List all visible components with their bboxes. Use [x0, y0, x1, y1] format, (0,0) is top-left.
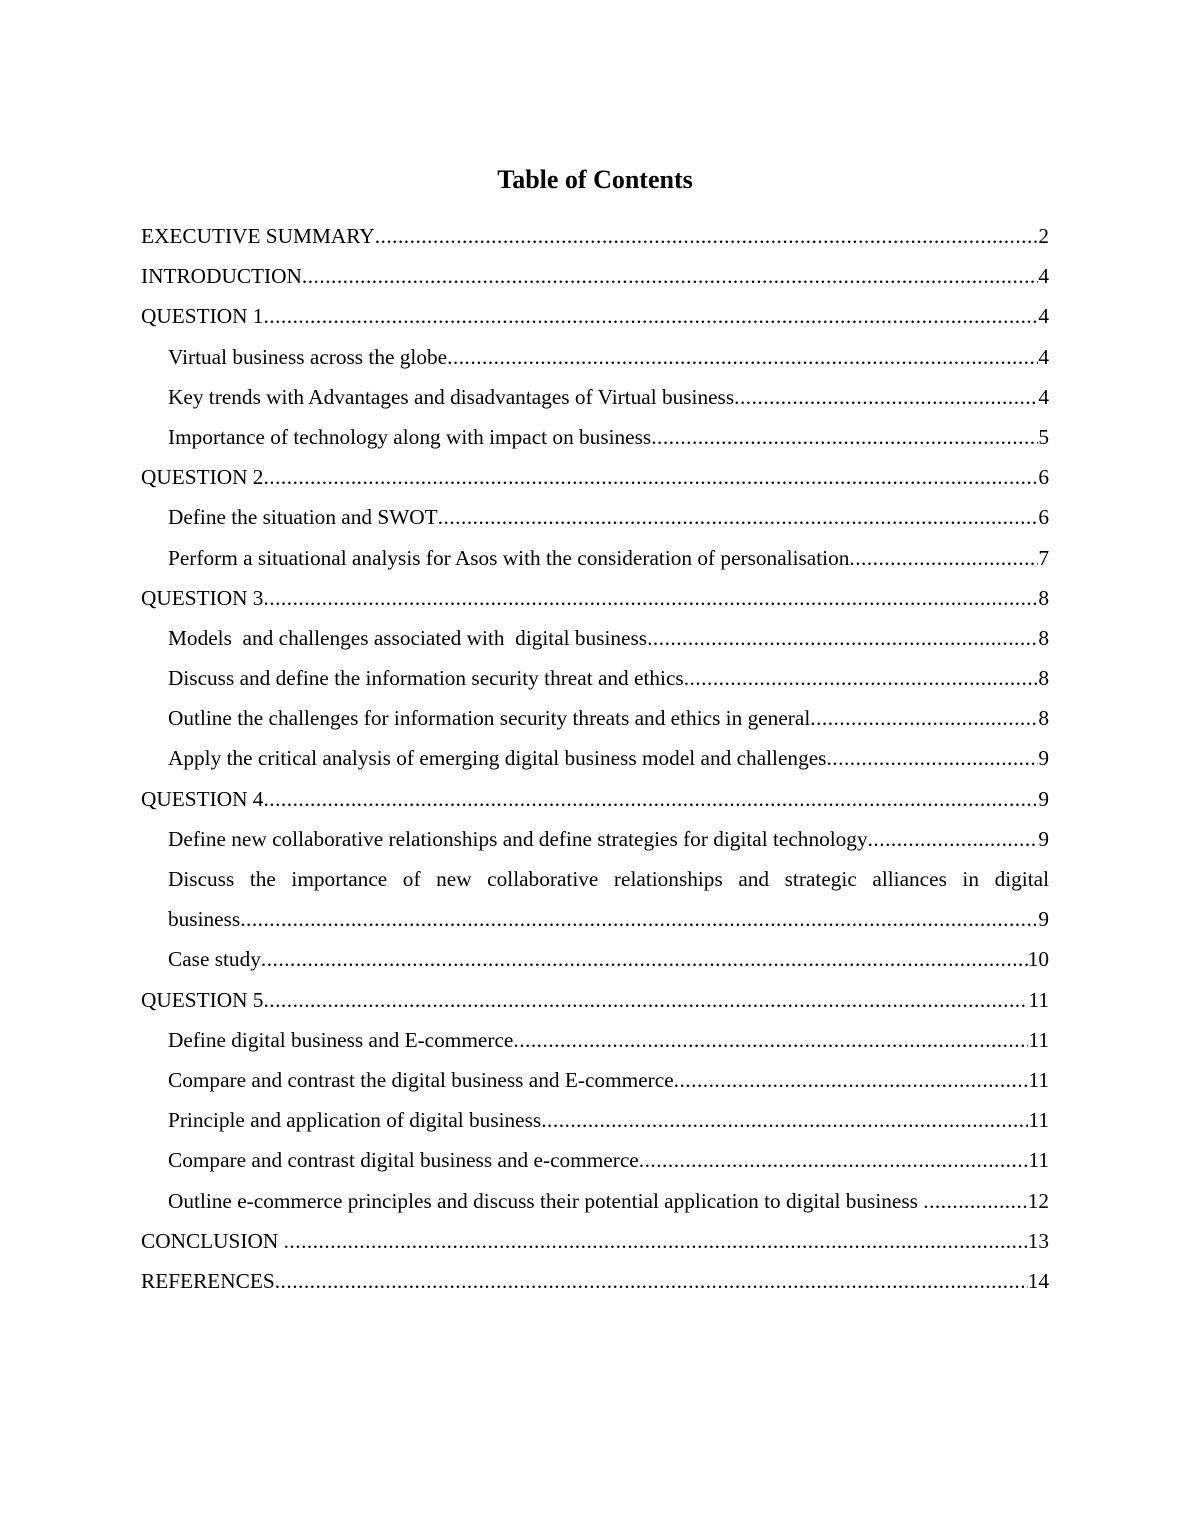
toc-entry-page: 11	[1028, 987, 1049, 1012]
toc-entry[interactable]	[141, 256, 1049, 296]
toc-entry-page: 9	[1038, 786, 1049, 811]
toc-entry[interactable]	[141, 779, 1049, 819]
toc-entry-page: 6	[1038, 505, 1049, 530]
toc-leader-dots	[674, 1060, 1029, 1100]
toc-leader-dots	[438, 497, 1039, 537]
toc-entry-label: Key trends with Advantages and disadvantages of Virtual business	[168, 384, 735, 409]
toc-entry-label: Discuss and define the information security threat and ethics	[168, 666, 684, 691]
toc-entry-page: 2	[1038, 224, 1049, 248]
toc-leader-dots	[684, 658, 1039, 698]
toc-entry[interactable]	[141, 457, 1049, 497]
toc-entry-label: Compare and contrast the digital business and E-commerce	[168, 1067, 674, 1092]
toc-entry-label: REFERENCES	[141, 1268, 275, 1293]
toc-leader-dots	[284, 1221, 1028, 1261]
toc-leader-dots	[447, 337, 1038, 377]
toc-subentry[interactable]	[141, 1020, 1049, 1060]
toc-entry-page: 11	[1028, 1108, 1049, 1133]
toc-entry-page: 12	[1027, 1188, 1049, 1213]
toc-leader-dots	[375, 216, 1039, 256]
toc-entry-page: 13	[1027, 1228, 1049, 1253]
toc-entry-page: 11	[1028, 1067, 1049, 1092]
toc-leader-dots	[513, 1020, 1028, 1060]
toc-entry-page: 4	[1038, 344, 1049, 369]
toc-leader-dots	[263, 457, 1038, 497]
toc-entry-page: 4	[1038, 264, 1049, 289]
toc-entry-label: QUESTION 3	[141, 585, 264, 610]
toc-subentry[interactable]	[141, 417, 1049, 457]
toc-leader-dots	[639, 1140, 1029, 1180]
toc-entry-label: Principle and application of digital business	[168, 1108, 542, 1133]
toc-leader-dots	[261, 939, 1028, 979]
toc-subentry[interactable]	[141, 497, 1049, 537]
toc-entry-label: Perform a situational analysis for Asos with the consideration of personalisation	[168, 545, 850, 570]
toc-subentry[interactable]	[141, 377, 1049, 417]
toc-entry-page: 5	[1038, 424, 1049, 449]
toc-entry[interactable]	[141, 216, 1049, 256]
toc-entry-label-line2: business	[168, 907, 241, 932]
toc-entry-label: QUESTION 5	[141, 987, 264, 1012]
toc-entry-label: Models and challenges associated with digital business	[168, 625, 648, 650]
toc-subentry[interactable]	[141, 1100, 1049, 1140]
toc-list	[141, 216, 1049, 1301]
toc-leader-dots	[541, 1100, 1028, 1140]
toc-entry-page: 4	[1038, 384, 1049, 409]
toc-entry-line2	[168, 899, 1049, 939]
toc-entry-label: Define digital business and E-commerce	[168, 1027, 514, 1052]
toc-subentry-wrapped[interactable]	[141, 859, 1049, 939]
toc-entry-page: 9	[1038, 826, 1049, 851]
toc-leader-dots	[849, 538, 1038, 578]
toc-leader-dots	[275, 1261, 1028, 1301]
toc-entry-label: INTRODUCTION	[141, 264, 302, 289]
toc-entry[interactable]	[141, 1221, 1049, 1261]
toc-leader-dots	[651, 417, 1038, 457]
toc-entry-page: 8	[1038, 585, 1049, 610]
toc-leader-dots	[302, 256, 1038, 296]
toc-entry-page: 8	[1038, 666, 1049, 691]
toc-entry-page: 6	[1038, 465, 1049, 490]
toc-entry-label: Define new collaborative relationships and define strategies for digital technology	[168, 826, 868, 851]
toc-subentry[interactable]	[141, 618, 1049, 658]
toc-subentry[interactable]	[141, 698, 1049, 738]
toc-entry-page: 8	[1038, 625, 1049, 650]
toc-entry[interactable]	[141, 980, 1049, 1020]
toc-subentry[interactable]	[141, 1181, 1049, 1221]
toc-subentry[interactable]	[141, 819, 1049, 859]
toc-leader-dots	[923, 1181, 1027, 1221]
toc-entry-label: Compare and contrast digital business and e-commerce	[168, 1148, 639, 1173]
toc-leader-dots	[734, 377, 1038, 417]
toc-leader-dots	[263, 296, 1038, 336]
toc-subentry[interactable]	[141, 658, 1049, 698]
toc-entry[interactable]	[141, 296, 1049, 336]
toc-subentry[interactable]	[141, 939, 1049, 979]
toc-leader-dots	[240, 899, 1038, 939]
toc-entry-page: 7	[1038, 545, 1049, 570]
toc-entry[interactable]	[141, 578, 1049, 618]
toc-title: Table of Contents	[497, 165, 693, 194]
toc-entry-label: Outline e-commerce principles and discuss their potential application to digital business	[168, 1188, 924, 1213]
toc-entry-page: 4	[1038, 304, 1049, 329]
toc-entry-label: Importance of technology along with impact on business	[168, 424, 652, 449]
toc-leader-dots	[826, 738, 1038, 778]
toc-subentry[interactable]	[141, 1060, 1049, 1100]
toc-leader-dots	[810, 698, 1038, 738]
toc-subentry[interactable]	[141, 538, 1049, 578]
toc-entry-label: QUESTION 1	[141, 304, 264, 329]
toc-leader-dots	[263, 578, 1038, 618]
toc-entry-page: 11	[1028, 1148, 1049, 1173]
toc-leader-dots	[263, 980, 1028, 1020]
toc-entry[interactable]	[141, 1261, 1049, 1301]
toc-entry-label: Define the situation and SWOT	[168, 505, 438, 530]
toc-entry-page: 9	[1038, 746, 1049, 771]
toc-subentry[interactable]	[141, 337, 1049, 377]
toc-entry-page: 14	[1027, 1268, 1049, 1293]
toc-leader-dots	[263, 779, 1038, 819]
toc-entry-page: 8	[1038, 706, 1049, 731]
toc-entry-label: EXECUTIVE SUMMARY	[141, 224, 375, 248]
toc-entry-label: QUESTION 4	[141, 786, 264, 811]
toc-subentry[interactable]	[141, 738, 1049, 778]
toc-entry-label: Case study	[168, 947, 261, 972]
toc-entry-label: Virtual business across the globe	[168, 344, 448, 369]
toc-entry-page: 9	[1038, 907, 1049, 932]
toc-leader-dots	[647, 618, 1038, 658]
toc-entry-label-line1: Discuss the importance of new collaborative relationships and strategic alliances in digital	[168, 867, 1049, 891]
toc-entry-label: Apply the critical analysis of emerging digital business model and challenges	[168, 746, 827, 771]
toc-entry-page: 10	[1027, 947, 1049, 972]
toc-entry-label: CONCLUSION	[141, 1228, 284, 1253]
toc-subentry[interactable]	[141, 1140, 1049, 1180]
toc-entry-page: 11	[1028, 1027, 1049, 1052]
toc-leader-dots	[868, 819, 1039, 859]
toc-entry-label: Outline the challenges for information security threats and ethics in general	[168, 706, 811, 731]
toc-entry-label: QUESTION 2	[141, 465, 264, 490]
